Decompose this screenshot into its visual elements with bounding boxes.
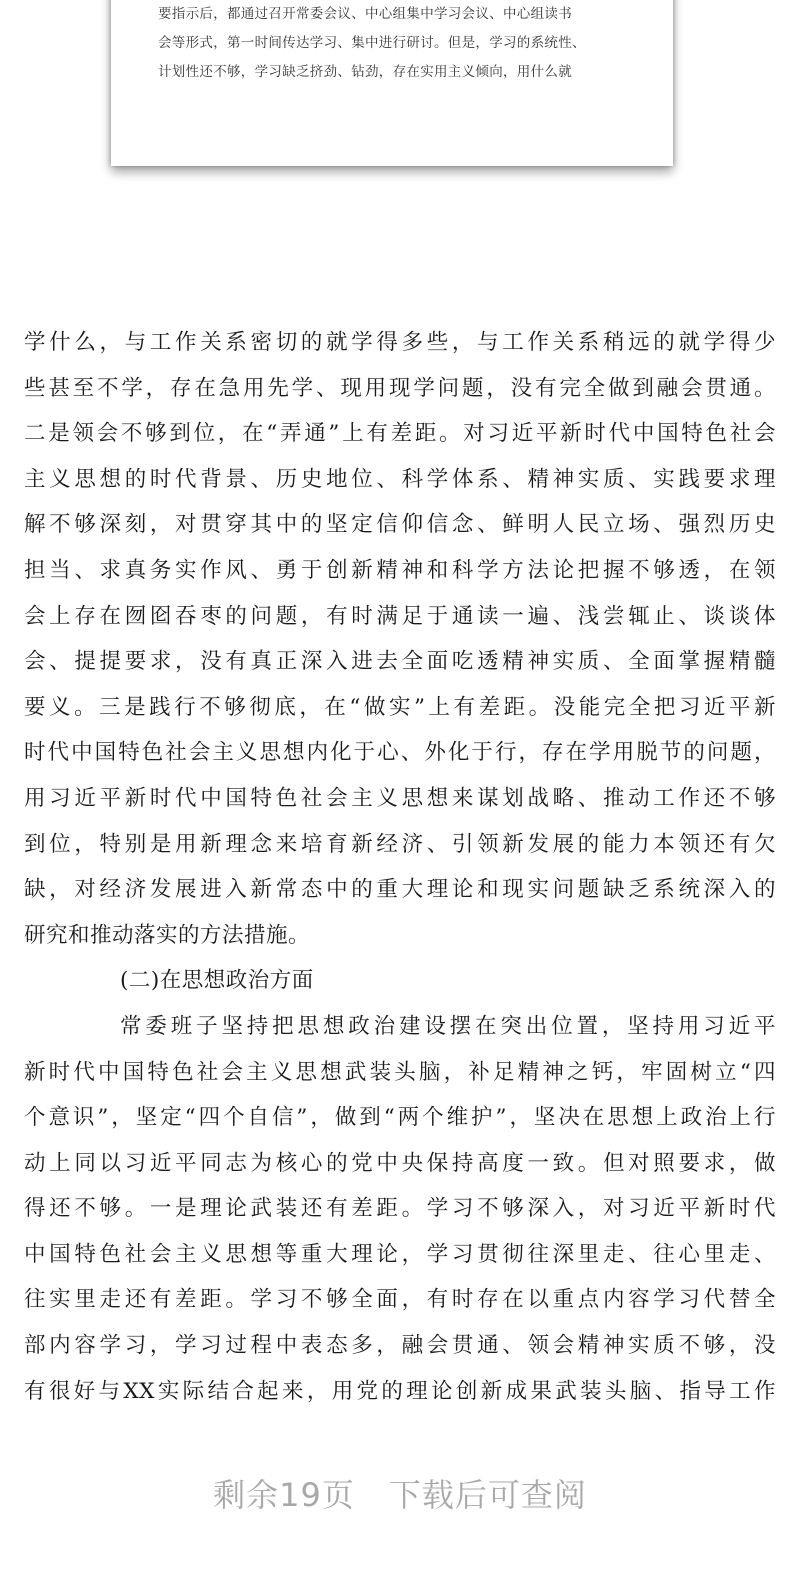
body-line: 到位，特别是用新理念来培育新经济、引领新发展的能力本领还有欠 <box>24 831 776 857</box>
body-line: 部内容学习，学习过程中表态多，融会贯通、领会精神实质不够，没 <box>24 1333 776 1359</box>
body-line: 会上存在囫囵吞枣的问题，有时满足于通读一遍、浅尝辄止、谈谈体 <box>24 603 776 629</box>
body-line: 担当、求真务实作风、勇于创新精神和科学方法论把握不够透，在领 <box>24 557 776 583</box>
body-line: 主义思想的时代背景、历史地位、科学体系、精神实质、实践要求理 <box>24 466 776 492</box>
body-line: 往实里走还有差距。学习不够全面，有时存在以重点内容学习代替全 <box>24 1287 776 1313</box>
preview-line: 会等形式，第一时间传达学习、集中进行研讨。但是，学习的系统性、 <box>158 35 586 51</box>
body-line: 解不够深刻，对贯穿其中的坚定信仰信念、鲜明人民立场、强烈历史 <box>24 512 776 538</box>
body-line: 缺，对经济发展进入新常态中的重大理论和现实问题缺乏系统深入的 <box>24 877 776 903</box>
body-line: 有很好与XX实际结合起来，用党的理论创新成果武装头脑、指导工作 <box>24 1378 776 1404</box>
body-line: 学什么，与工作关系密切的就学得多些，与工作关系稍远的就学得少 <box>24 330 776 355</box>
body-line: 得还不够。一是理论武装还有差距。学习不够深入，对习近平新时代 <box>24 1196 776 1222</box>
body-line: 些甚至不学，存在急用先学、现用现学问题，没有完全做到融会贯通。 <box>24 375 776 401</box>
body-line: 会、提提要求，没有真正深入进去全面吃透精神实质、全面掌握精髓 <box>24 649 776 675</box>
body-line: 二是领会不够到位，在“弄通”上有差距。对习近平新时代中国特色社会 <box>24 421 776 447</box>
preview-line: 计划性还不够，学习缺乏挤劲、钻劲，存在实用主义倾向，用什么就 <box>158 64 572 80</box>
section-heading: (二)在思想政治方面 <box>120 968 314 994</box>
body-line: 常委班子坚持把思想政治建设摆在突出位置，坚持用习近平 <box>120 1013 776 1039</box>
page-preview-card <box>111 0 673 166</box>
body-line: 研究和推动落实的方法措施。 <box>24 922 311 948</box>
body-line: 中国特色社会主义思想等重大理论，学习贯彻往深里走、往心里走、 <box>24 1241 776 1267</box>
download-prompt[interactable] <box>0 1470 800 1516</box>
body-line: 个意识”，坚定“四个自信”，做到“两个维护”，坚决在思想上政治上行 <box>24 1105 776 1131</box>
body-line: 要义。三是践行不够彻底，在“做实”上有差距。没能完全把习近平新 <box>24 694 776 720</box>
body-line: 动上同以习近平同志为核心的党中央保持高度一致。但对照要求，做 <box>24 1150 776 1176</box>
preview-text <box>158 0 638 87</box>
download-to-view-label: 下载后可查阅 <box>388 1476 587 1514</box>
preview-line: 要指示后，都通过召开常委会议、中心组集中学习会议、中心组读书 <box>158 6 572 22</box>
remaining-pages-label: 剩余19页 <box>213 1476 355 1514</box>
body-line: 时代中国特色社会主义思想内化于心、外化于行，存在学用脱节的问题， <box>24 740 776 766</box>
body-line: 新时代中国特色社会主义思想武装头脑，补足精神之钙，牢固树立“四 <box>24 1059 776 1085</box>
body-line: 用习近平新时代中国特色社会主义思想来谋划战略、推动工作还不够 <box>24 785 776 811</box>
document-body <box>24 320 776 1414</box>
